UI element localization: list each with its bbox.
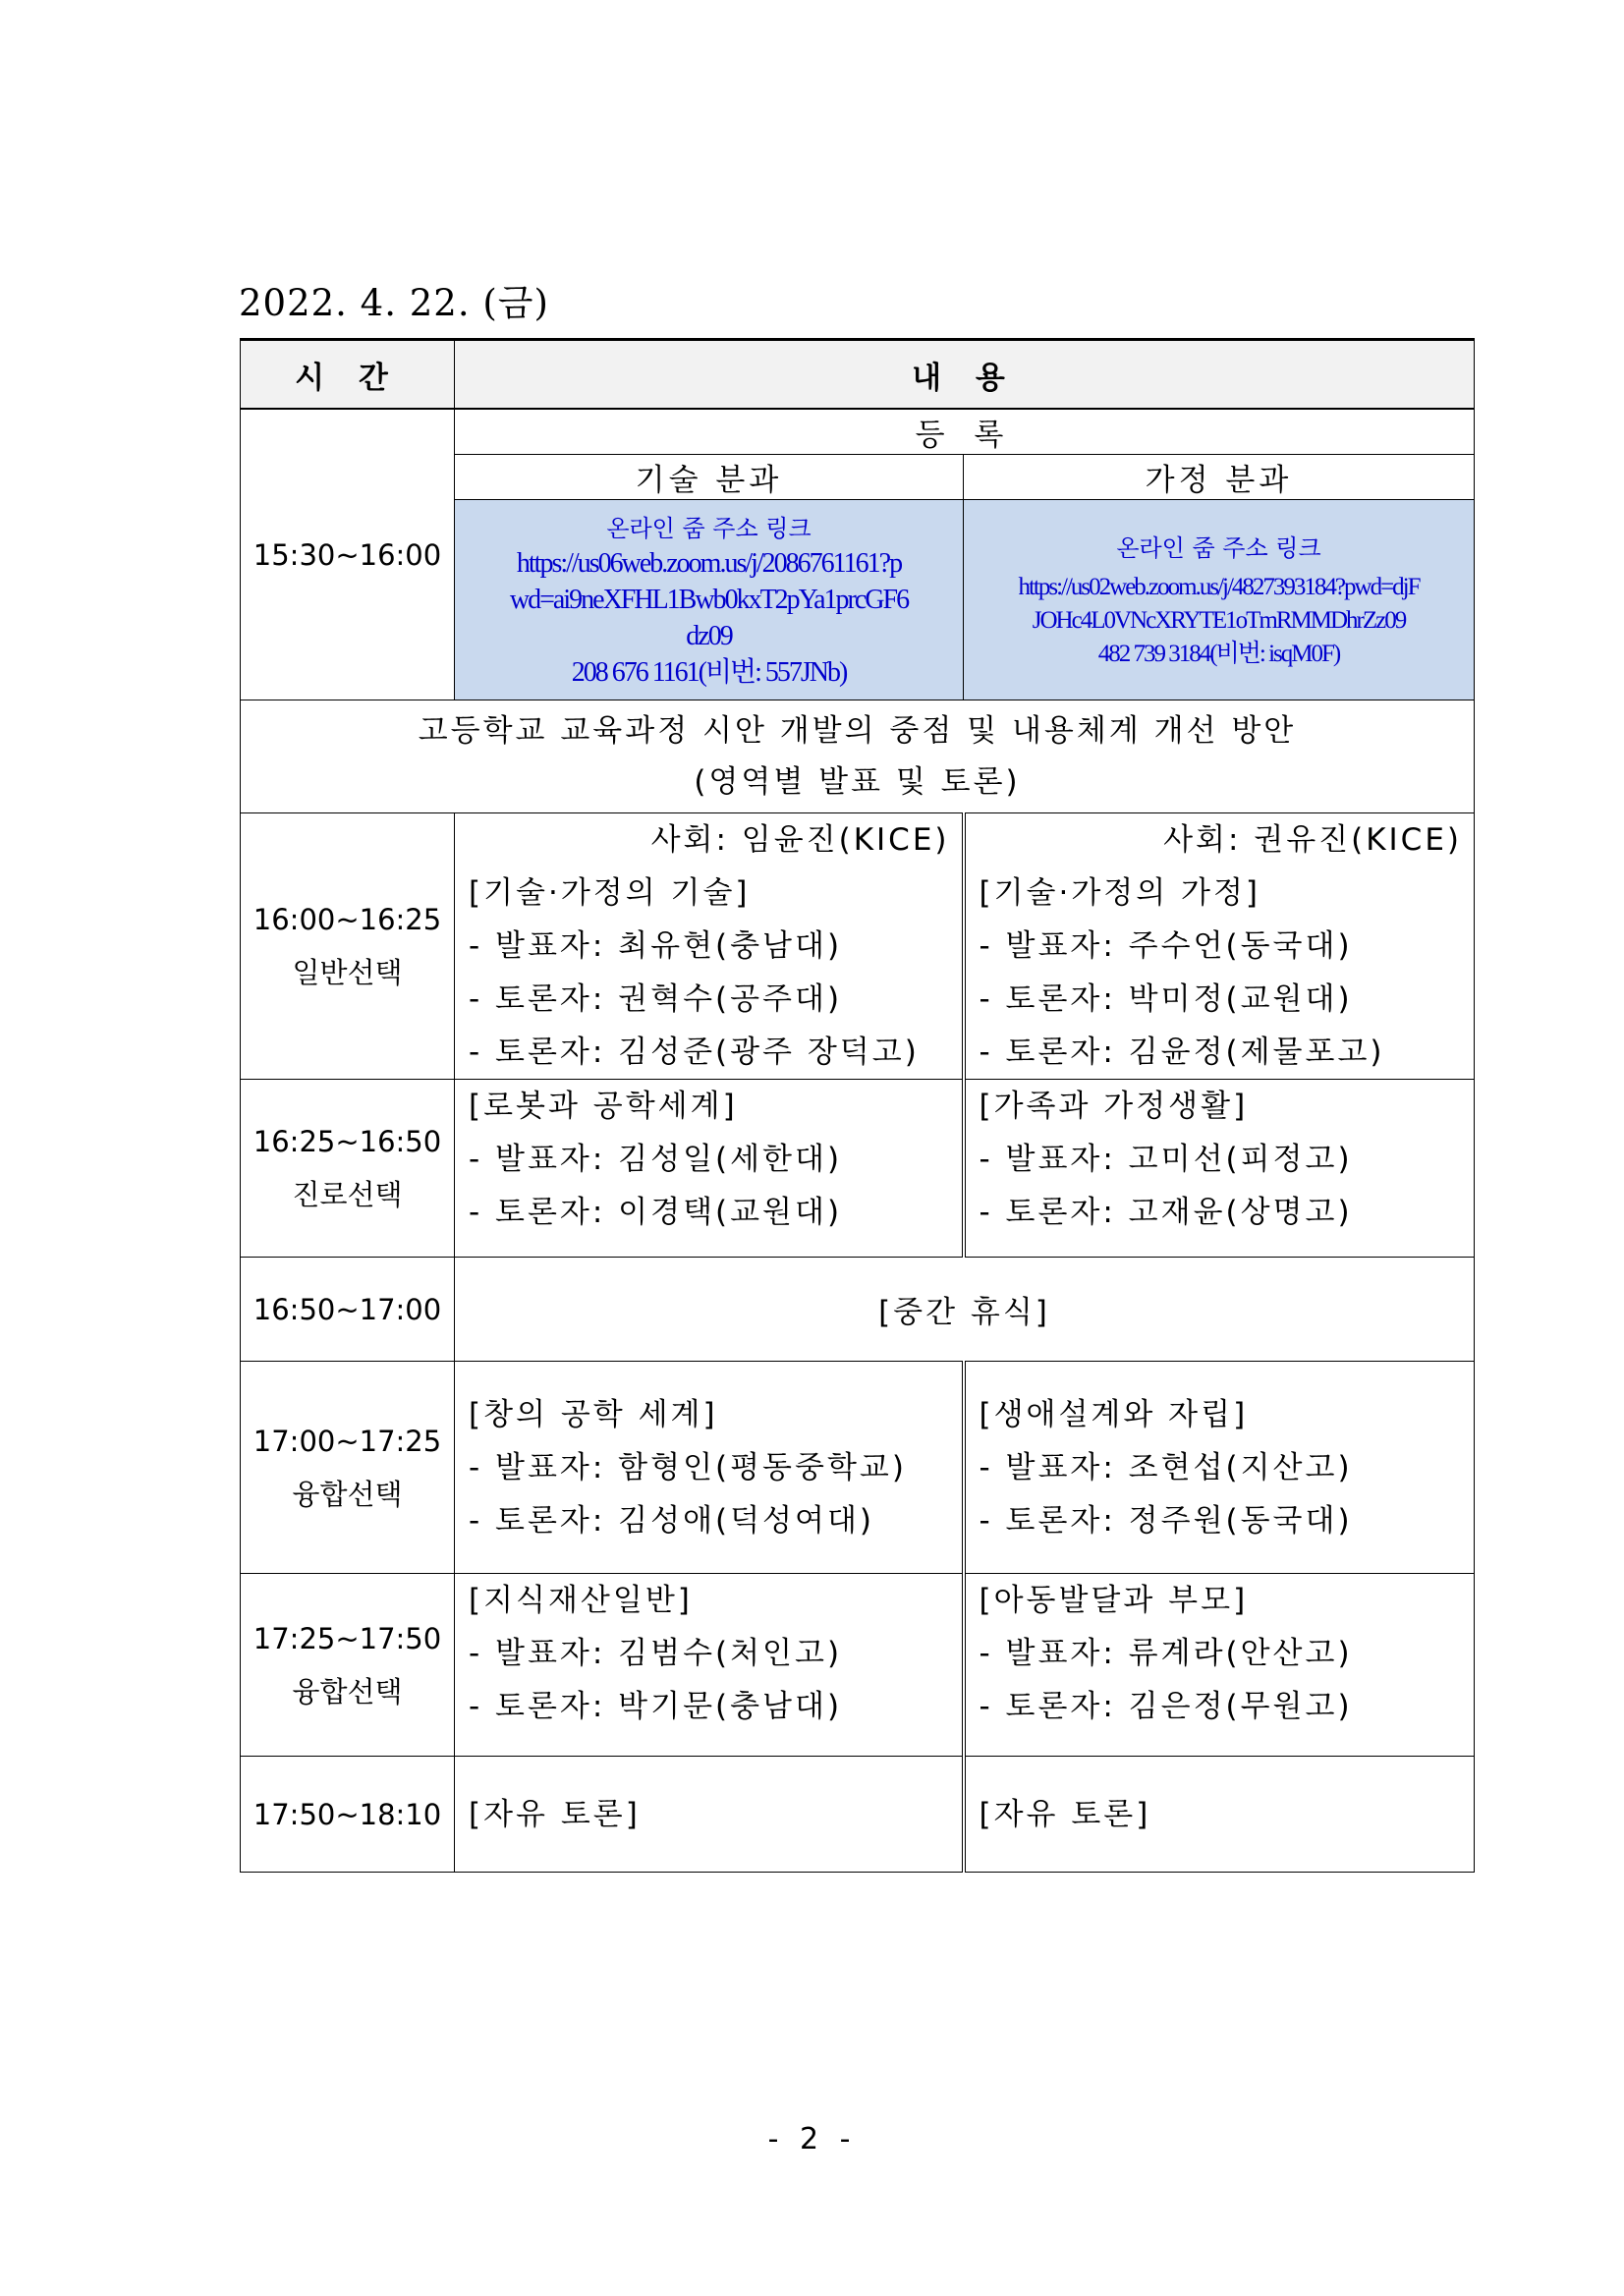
break-label: [중간 휴식] bbox=[455, 1258, 1475, 1362]
topic-title: 고등학교 교육과정 시안 개발의 중점 및 내용체계 개선 방안 bbox=[418, 713, 1297, 749]
discussant: - 토론자: 이경택(교원대) bbox=[469, 1195, 843, 1230]
presenter: - 발표자: 김성일(세한대) bbox=[469, 1142, 843, 1177]
tech-free-discussion bbox=[455, 1757, 964, 1873]
break-time: 16:50~17:00 bbox=[241, 1258, 455, 1362]
home-zoom-meeting-id: 482 739 3184(비번: isqM0F) bbox=[1097, 641, 1340, 667]
session-time: 16:00~16:25 bbox=[252, 903, 442, 936]
tech-zoom-url-2[interactable]: wd=ai9neXFHL1Bwb0kxT2pYa1prcGF6 bbox=[509, 585, 909, 615]
moderator: 사회: 권유진(KICE) bbox=[1163, 822, 1462, 858]
registration-title: 등 록 bbox=[455, 409, 1475, 455]
session-time-cell bbox=[241, 1362, 455, 1574]
presenter: - 발표자: 조현섭(지산고) bbox=[979, 1449, 1353, 1485]
session-row bbox=[241, 1080, 1475, 1258]
registration-time: 15:30~16:00 bbox=[241, 409, 455, 700]
session-track: 일반선택 bbox=[292, 956, 403, 989]
discussant: - 토론자: 정주원(동국대) bbox=[979, 1502, 1353, 1539]
discussant: - 토론자: 박미정(교원대) bbox=[979, 981, 1353, 1017]
presenter: - 발표자: 류계라(안산고) bbox=[979, 1636, 1353, 1671]
tech-session-cell bbox=[455, 1362, 964, 1574]
session-title: [가족과 가정생활] bbox=[979, 1089, 1249, 1124]
discussant: - 토론자: 권혁수(공주대) bbox=[469, 981, 843, 1017]
session-time-cell bbox=[241, 1080, 455, 1258]
schedule-table bbox=[240, 338, 1475, 1873]
tech-session-cell bbox=[455, 1080, 964, 1258]
tech-zoom-label: 온라인 줌 주소 링크 bbox=[606, 515, 812, 542]
presenter: - 발표자: 최유현(충남대) bbox=[469, 928, 843, 964]
session-track: 진로선택 bbox=[292, 1178, 403, 1211]
home-session-cell bbox=[964, 813, 1475, 1080]
session-time: 17:25~17:50 bbox=[252, 1621, 442, 1655]
home-session-cell bbox=[964, 1362, 1475, 1574]
discussant: - 토론자: 고재윤(상명고) bbox=[979, 1195, 1353, 1230]
home-session-cell bbox=[964, 1080, 1475, 1258]
presenter: - 발표자: 고미선(피정고) bbox=[979, 1142, 1353, 1177]
home-zoom-label: 온라인 줌 주소 링크 bbox=[1116, 534, 1321, 562]
tech-zoom-url-1[interactable]: https://us06web.zoom.us/j/2086761161?p bbox=[516, 548, 902, 579]
free-discussion-row bbox=[241, 1757, 1475, 1873]
discussant: - 토론자: 김윤정(제물포고) bbox=[979, 1035, 1385, 1070]
session-title: [기술·가정의 가정] bbox=[979, 875, 1261, 911]
division-home-title: 가정 분과 bbox=[964, 455, 1475, 500]
tech-session-cell bbox=[455, 1574, 964, 1757]
session-title: [지식재산일반] bbox=[469, 1583, 693, 1618]
topic-row bbox=[241, 700, 1475, 813]
home-zoom-url-1[interactable]: https://us02web.zoom.us/j/4827393184?pwd=djF bbox=[1018, 574, 1420, 600]
table-header-row bbox=[241, 340, 1475, 410]
session-title: [로봇과 공학세계] bbox=[469, 1089, 738, 1124]
page-number: - 2 - bbox=[767, 2122, 857, 2156]
presenter: - 발표자: 함형인(평동중학교) bbox=[469, 1449, 907, 1485]
session-row bbox=[241, 1574, 1475, 1757]
tech-zoom-url-3[interactable]: dz09 bbox=[686, 621, 732, 651]
division-tech-title: 기술 분과 bbox=[455, 455, 964, 500]
home-free-discussion bbox=[964, 1757, 1475, 1873]
discussant: - 토론자: 김성준(광주 장덕고) bbox=[469, 1035, 920, 1070]
session-track: 융합선택 bbox=[292, 1477, 403, 1511]
presenter: - 발표자: 주수언(동국대) bbox=[979, 928, 1353, 964]
session-time: 16:25~16:50 bbox=[252, 1125, 442, 1158]
tech-zoom-link-cell[interactable] bbox=[455, 500, 964, 700]
discussant: - 토론자: 김성애(덕성여대) bbox=[469, 1502, 874, 1539]
date-heading: 2022. 4. 22. (금) bbox=[239, 282, 549, 324]
presenter: - 발표자: 김범수(처인고) bbox=[469, 1636, 843, 1671]
discussant: - 토론자: 박기문(충남대) bbox=[469, 1689, 843, 1724]
break-row bbox=[241, 1258, 1475, 1362]
session-title: [생애설계와 자립] bbox=[979, 1396, 1249, 1432]
session-title: [기술·가정의 기술] bbox=[469, 875, 751, 911]
session-title: [자유 토론] bbox=[979, 1796, 1151, 1832]
topic-subtitle: (영역별 발표 및 토론) bbox=[694, 764, 1021, 800]
session-time: 17:00~17:25 bbox=[252, 1424, 442, 1458]
session-title: [창의 공학 세계] bbox=[469, 1396, 718, 1432]
session-row bbox=[241, 813, 1475, 1080]
moderator: 사회: 임윤진(KICE) bbox=[650, 822, 950, 858]
home-session-cell bbox=[964, 1574, 1475, 1757]
session-time-cell bbox=[241, 813, 455, 1080]
session-row bbox=[241, 1362, 1475, 1574]
tech-zoom-meeting-id: 208 676 1161(비번: 557JNb) bbox=[571, 657, 847, 688]
tech-session-cell bbox=[455, 813, 964, 1080]
home-zoom-url-2[interactable]: JOHc4L0VNcXRYTE1oTmRMMDhrZz09 bbox=[1032, 607, 1406, 634]
session-time: 17:50~18:10 bbox=[241, 1757, 455, 1873]
session-title: [자유 토론] bbox=[469, 1796, 641, 1832]
registration-row bbox=[241, 409, 1475, 455]
discussant: - 토론자: 김은정(무원고) bbox=[979, 1689, 1353, 1724]
header-content: 내 용 bbox=[455, 340, 1475, 410]
session-track: 융합선택 bbox=[292, 1674, 403, 1708]
header-time: 시 간 bbox=[241, 340, 455, 410]
session-time-cell bbox=[241, 1574, 455, 1757]
session-title: [아동발달과 부모] bbox=[979, 1583, 1249, 1618]
topic-cell bbox=[241, 700, 1475, 813]
home-zoom-link-cell[interactable] bbox=[964, 500, 1475, 700]
